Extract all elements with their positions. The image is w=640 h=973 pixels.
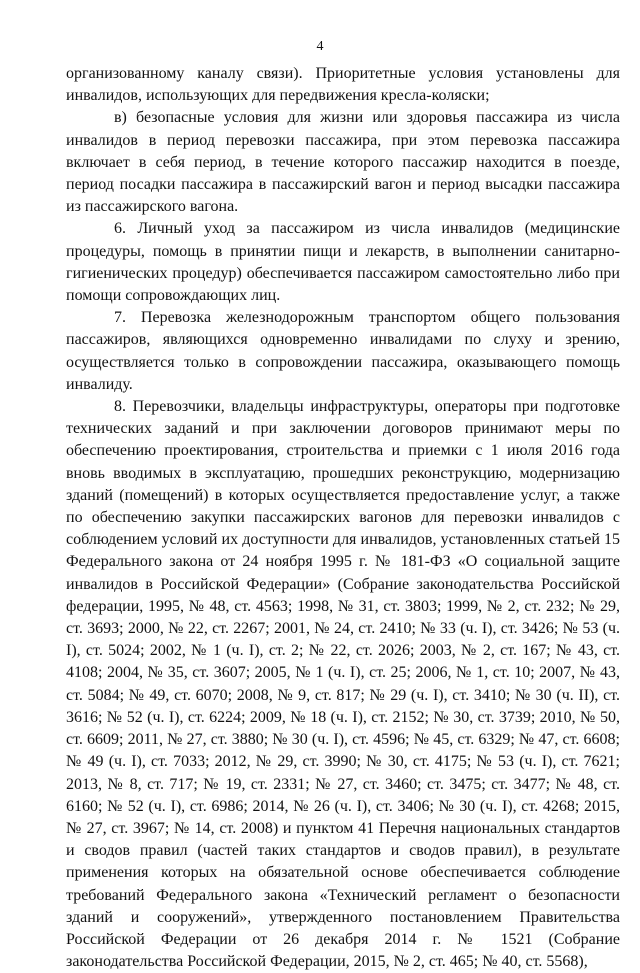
paragraph-8: 8. Перевозчики, владельцы инфраструктуры, операторы при подготовке технических заданий и при заключении договоров принимают меры по обеспечению проектирования, строительства и приемки с 1 июля 2016 года вновь вводимых в эксплуатацию, прошедших реконструкцию, модернизацию зданий (помещений) в которых осуществляется предоставление услуг, а также по обеспечению закупки пассажирских вагонов для перевозки инвалидов с соблюдением условий их доступности для инвалидов, установленных статьей 15 Федерального закона от 24 ноября 1995 г. № 181-ФЗ «О социальной защите инвалидов в Российской Федерации» (Собрание законодательства Российской федерации, 1995, № 48, ст. 4563; 1998, № 31, ст. 3803; 1999, № 2, ст. 232; № 29, ст. 3693; 2000, № 22, ст. 2267; 2001, № 24, ст. 2410; № 33 (ч. I), ст. 3426; № 53 (ч. I), ст. 5024; 2002, № 1 (ч. I), ст. 2; № 22, ст. 2026; 2003, № 2, ст. 167; № 43, ст. 4108; 2004, № 35, ст. 3607; 2005, № 1 (ч. I), ст. 25; 2006, № 1, ст. 10; 2007, № 43, ст. 5084; № 49, ст. 6070; 2008, № 9, ст. 817; № 29 (ч. I), ст. 3410; № 30 (ч. II), ст. 3616; № 52 (ч. I), ст. 6224; 2009, № 18 (ч. I), ст. 2152; № 30, ст. 3739; 2010, № 50, ст. 6609; 2011, № 27, ст. 3880; № 30 (ч. I), ст. 4596; № 45, ст. 6329; № 47, ст. 6608; № 49 (ч. I), ст. 7033; 2012, № 29, ст. 3990; № 30, ст. 4175; № 53 (ч. I), ст. 7621; 2013, № 8, ст. 717; № 19, ст. 2331; № 27, ст. 3460; ст. 3475; ст. 3477; № 48, ст. 6160; № 52 (ч. I), ст. 6986; 2014, № 26 (ч. I), ст. 3406; № 30 (ч. I), ст. 4268; 2015, № 27, ст. 3967; № 14, ст. 2008) и пунктом 41 Перечня национальных стандартов и сводов правил (частей таких стандартов и сводов правил), в результате применения которых на обязательной основе обеспечивается соблюдение требований Федерального закона «Технический регламент о безопасности зданий и сооружений», утвержденного постановлением Правительства Российской Федерации от 26 декабря 2014 г. № 1521 (Собрание законодательства Российской Федерации, 2015, № 2, ст. 465; № 40, ст. 5568), [66, 398, 620, 971]
page-number: 4 [316, 39, 324, 54]
paragraph-7: 7. Перевозка железнодорожным транспортом общего пользования пассажиров, являющихся одновременно инвалидами по слуху и зрению, осуществляется только в сопровождении пассажира, оказывающего помощь инвалиду. [66, 309, 620, 393]
paragraph-item-v: в) безопасные условия для жизни или здоровья пассажира из числа инвалидов в период перевозки пассажира, при этом перевозка пассажира включает в себя период, в течение которого пассажир находится в поезде, период посадки пассажира в пассажирский вагон и период высадки пассажира из пассажирского вагона. [66, 109, 620, 216]
document-body [66, 63, 620, 973]
paragraph-6: 6. Личный уход за пассажиром из числа инвалидов (медицинские процедуры, помощь в принятии пищи и лекарств, в выполнении санитарно-гигиенических процедур) обеспечивается пассажиром самостоятельно либо при помощи сопровождающих лиц. [66, 220, 620, 305]
paragraph-continuation: организованному каналу связи). Приоритетные условия установлены для инвалидов, использующих для передвижения кресла-коляски; [66, 65, 620, 105]
